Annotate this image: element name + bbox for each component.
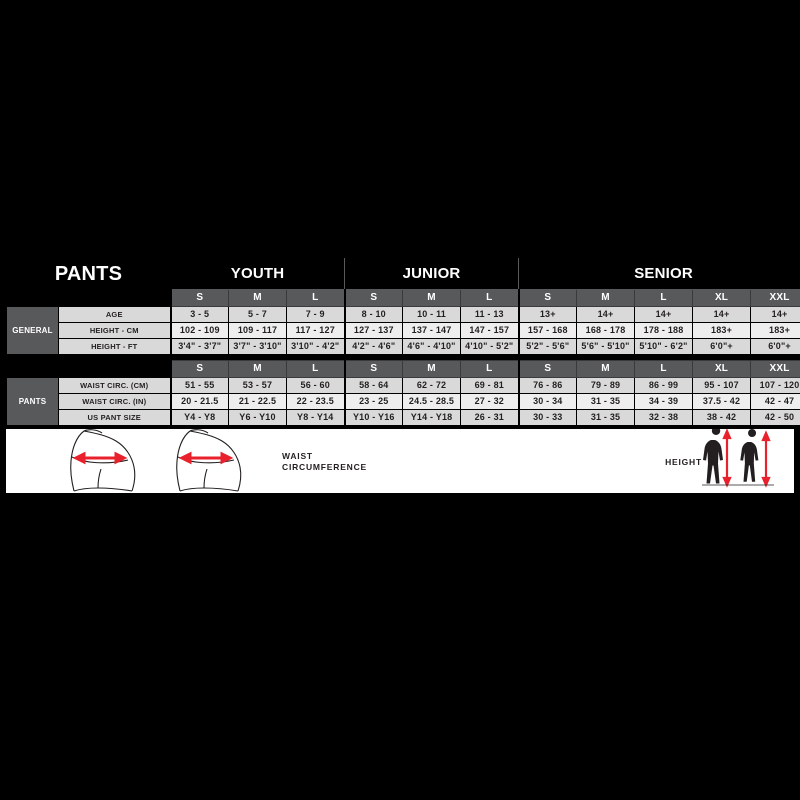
size-junior-l: L [461,290,519,307]
table-row [7,307,800,323]
table-header-sizes-general [7,290,800,307]
cell-heightft-senior-s: 5'2" - 5'6" [519,339,577,355]
cell-uspant-youth-l: Y8 - Y14 [287,410,345,426]
cell-heightcm-youth-s: 102 - 109 [171,323,229,339]
size2-senior-xl: XL [693,361,751,378]
cell-heightcm-senior-xl: 183+ [693,323,751,339]
cell-heightft-junior-l: 4'10" - 5'2" [461,339,519,355]
cell-age-senior-l: 14+ [635,307,693,323]
table-row [7,339,800,355]
cell-age-senior-xl: 14+ [693,307,751,323]
size-senior-s: S [519,290,577,307]
cell-heightcm-junior-m: 137 - 147 [403,323,461,339]
cell-age-youth-s: 3 - 5 [171,307,229,323]
table-header-groups [7,259,800,290]
cell-waistin-junior-l: 27 - 32 [461,394,519,410]
cell-waistin-senior-xxl: 42 - 47 [751,394,800,410]
size2-youth-l: L [287,361,345,378]
cell-age-junior-l: 11 - 13 [461,307,519,323]
cell-heightcm-junior-s: 127 - 137 [345,323,403,339]
cell-waistcm-senior-xl: 95 - 107 [693,378,751,394]
size-senior-xl: XL [693,290,751,307]
cell-uspant-junior-l: 26 - 31 [461,410,519,426]
cell-waistin-senior-l: 34 - 39 [635,394,693,410]
cell-heightft-youth-s: 3'4" - 3'7" [171,339,229,355]
cell-waistcm-junior-m: 62 - 72 [403,378,461,394]
cell-waistcm-senior-l: 86 - 99 [635,378,693,394]
cell-age-youth-m: 5 - 7 [229,307,287,323]
size-chart-table [6,258,800,426]
page-title: PANTS [7,259,171,290]
cell-age-junior-s: 8 - 10 [345,307,403,323]
top-background [0,0,800,254]
size2-junior-s: S [345,361,403,378]
size-senior-m: M [577,290,635,307]
cell-waistin-senior-s: 30 - 34 [519,394,577,410]
size-youth-l: L [287,290,345,307]
size-senior-l: L [635,290,693,307]
cell-waistin-youth-s: 20 - 21.5 [171,394,229,410]
row-label-height-ft: HEIGHT - FT [59,339,171,355]
cell-waistin-junior-m: 24.5 - 28.5 [403,394,461,410]
table-header-sizes-pants [7,361,800,378]
size2-youth-s: S [171,361,229,378]
cell-waistin-youth-m: 21 - 22.5 [229,394,287,410]
size-senior-xxl: XXL [751,290,800,307]
cell-waistcm-senior-m: 79 - 89 [577,378,635,394]
cell-heightft-youth-l: 3'10" - 4'2" [287,339,345,355]
cell-uspant-junior-m: Y14 - Y18 [403,410,461,426]
cell-uspant-junior-s: Y10 - Y16 [345,410,403,426]
size2-senior-m: M [577,361,635,378]
cell-heightcm-youth-m: 109 - 117 [229,323,287,339]
cell-age-junior-m: 10 - 11 [403,307,461,323]
cell-age-senior-m: 14+ [577,307,635,323]
cell-waistcm-junior-s: 58 - 64 [345,378,403,394]
row-label-height-cm: HEIGHT - CM [59,323,171,339]
cell-uspant-senior-xxl: 42 - 50 [751,410,800,426]
waist-measurement-figure-1 [54,429,174,493]
height-measurement-figures [694,429,784,493]
cell-waistcm-youth-l: 56 - 60 [287,378,345,394]
cell-waistcm-junior-l: 69 - 81 [461,378,519,394]
header-spacer-left-2 [7,361,171,378]
cell-age-senior-xxl: 14+ [751,307,800,323]
size-chart-container [0,254,800,546]
cell-waistcm-senior-xxl: 107 - 120 [751,378,800,394]
size-junior-s: S [345,290,403,307]
cell-waistcm-youth-m: 53 - 57 [229,378,287,394]
cell-waistin-senior-m: 31 - 35 [577,394,635,410]
cell-heightcm-senior-m: 168 - 178 [577,323,635,339]
size2-senior-s: S [519,361,577,378]
cell-heightft-senior-m: 5'6" - 5'10" [577,339,635,355]
size2-junior-l: L [461,361,519,378]
row-label-waist-in: WAIST CIRC. (IN) [59,394,171,410]
cell-age-senior-s: 13+ [519,307,577,323]
cell-heightft-senior-xxl: 6'0"+ [751,339,800,355]
waist-measurement-figure-2 [158,429,278,493]
cell-waistin-senior-xl: 37.5 - 42 [693,394,751,410]
cell-heightft-junior-m: 4'6" - 4'10" [403,339,461,355]
illustration-band [6,429,794,493]
group-header-junior: JUNIOR [345,259,519,290]
cell-uspant-senior-s: 30 - 33 [519,410,577,426]
cell-uspant-youth-m: Y6 - Y10 [229,410,287,426]
waist-label-line1: WAIST [282,451,313,461]
cell-heightft-senior-l: 5'10" - 6'2" [635,339,693,355]
cell-waistcm-senior-s: 76 - 86 [519,378,577,394]
cell-heightcm-youth-l: 117 - 127 [287,323,345,339]
cell-age-youth-l: 7 - 9 [287,307,345,323]
cell-waistin-junior-s: 23 - 25 [345,394,403,410]
cell-heightcm-senior-l: 178 - 188 [635,323,693,339]
height-label: HEIGHT [665,457,702,467]
size2-senior-xxl: XXL [751,361,800,378]
row-label-waist-cm: WAIST CIRC. (CM) [59,378,171,394]
cell-waistin-youth-l: 22 - 23.5 [287,394,345,410]
size2-senior-l: L [635,361,693,378]
size2-junior-m: M [403,361,461,378]
group-header-senior: SENIOR [519,259,800,290]
table-row [7,378,800,394]
cell-heightcm-senior-xxl: 183+ [751,323,800,339]
cell-waistcm-youth-s: 51 - 55 [171,378,229,394]
cell-uspant-senior-l: 32 - 38 [635,410,693,426]
waist-label-line2: CIRCUMFERENCE [282,462,368,472]
cell-heightft-junior-s: 4'2" - 4'6" [345,339,403,355]
cell-uspant-senior-xl: 38 - 42 [693,410,751,426]
cell-heightcm-senior-s: 157 - 168 [519,323,577,339]
size2-youth-m: M [229,361,287,378]
section-label-general: GENERAL [7,307,59,355]
row-label-age: AGE [59,307,171,323]
cell-heightft-senior-xl: 6'0"+ [693,339,751,355]
table-row [7,410,800,426]
table-row [7,323,800,339]
section-label-pants: PANTS [7,378,59,426]
row-label-us-pant-size: US PANT SIZE [59,410,171,426]
header-spacer-left [7,290,171,307]
size-youth-s: S [171,290,229,307]
cell-uspant-senior-m: 31 - 35 [577,410,635,426]
waist-circumference-label [282,451,367,473]
cell-heightcm-junior-l: 147 - 157 [461,323,519,339]
group-header-youth: YOUTH [171,259,345,290]
cell-heightft-youth-m: 3'7" - 3'10" [229,339,287,355]
bottom-background [0,546,800,800]
size-junior-m: M [403,290,461,307]
size-youth-m: M [229,290,287,307]
cell-uspant-youth-s: Y4 - Y8 [171,410,229,426]
table-row [7,394,800,410]
